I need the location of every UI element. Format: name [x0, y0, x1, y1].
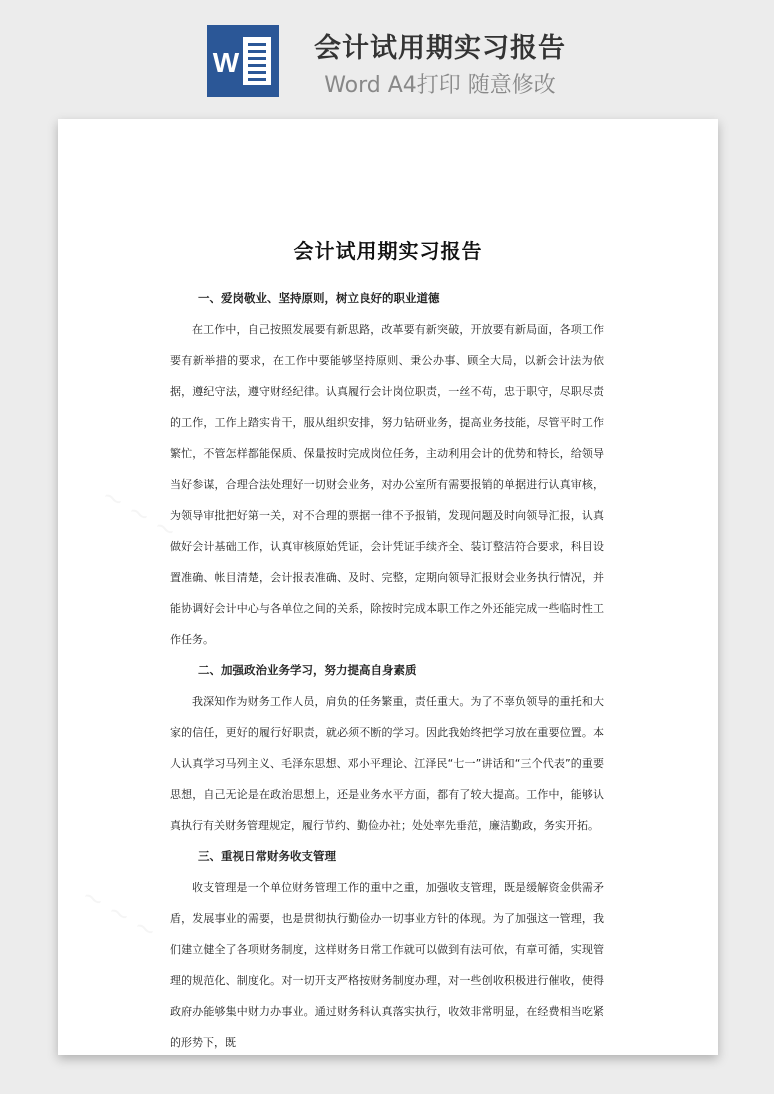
section-heading: 三、重视日常财务收支管理 [198, 849, 336, 863]
section-paragraph: 我深知作为财务工作人员，肩负的任务繁重，责任重大。为了不辜负领导的重托和大家的信任，更好的履行好职责，就必须不断的学习。因此我始终把学习放在重要位置。本人认真学习马列主义、毛泽东思想、邓小平理论、江泽民“七一”讲话和“三个代表”的重要思想，自己无论是在政治思想上，还是业务水平方面，都有了较大提高。工作中，能够认真执行有关财务管理规定，履行节约、勤俭办社；处处率先垂范，廉洁勤政，务实开拓。 [170, 695, 604, 832]
document-body [170, 283, 604, 1055]
document-page [58, 119, 718, 1055]
section-heading: 二、加强政治业务学习，努力提高自身素质 [198, 663, 417, 677]
document-title: 会计试用期实习报告 [293, 239, 483, 263]
section-paragraph: 在工作中，自己按照发展要有新思路，改革要有新突破，开放要有新局面，各项工作要有新举措的要求，在工作中要能够坚持原则、秉公办事、顾全大局，以新会计法为依据，遵纪守法，遵守财经纪律。认真履行会计岗位职责，一丝不苟，忠于职守，尽职尽责的工作，工作上踏实肯干，服从组织安排，努力钻研业务，提高业务技能，尽管平时工作繁忙，不管怎样都能保质、保量按时完成岗位任务，主动利用会计的优势和特长，给领导当好参谋，合理合法处理好一切财会业务，对办公室所有需要报销的单据进行认真审核，为领导审批把好第一关，对不合理的票据一律不予报销，发现问题及时向领导汇报，认真做好会计基础工作，认真审核原始凭证，会计凭证手续齐全、装订整洁符合要求，科目设置准确、帐目清楚，会计报表准确、及时、完整，定期向领导汇报财会业务执行情况，并能协调好会计中心与各单位之间的关系，除按时完成本职工作之外还能完成一些临时性工作任务。 [170, 323, 604, 646]
section-paragraph: 收支管理是一个单位财务管理工作的重中之重，加强收支管理，既是缓解资金供需矛盾，发展事业的需要，也是贯彻执行勤俭办一切事业方针的体现。为了加强这一管理，我们建立健全了各项财务制度，这样财务日常工作就可以做到有法可依，有章可循，实现管理的规范化、制度化。对一切开支严格按财务制度办理，对一些创收积极进行催收，使得政府办能够集中财力办事业。通过财务科认真落实执行，收效非常明显，在经费相当吃紧的形势下，既 [170, 881, 604, 1049]
logo-letter: W [212, 47, 240, 78]
word-document-icon [207, 25, 279, 97]
banner-subtitle: Word A4打印 随意修改 [324, 73, 556, 98]
section-heading: 一、爱岗敬业、坚持原则，树立良好的职业道德 [198, 291, 440, 305]
watermark [76, 881, 162, 948]
header-banner [0, 0, 774, 112]
banner-title: 会计试用期实习报告 [314, 33, 566, 64]
